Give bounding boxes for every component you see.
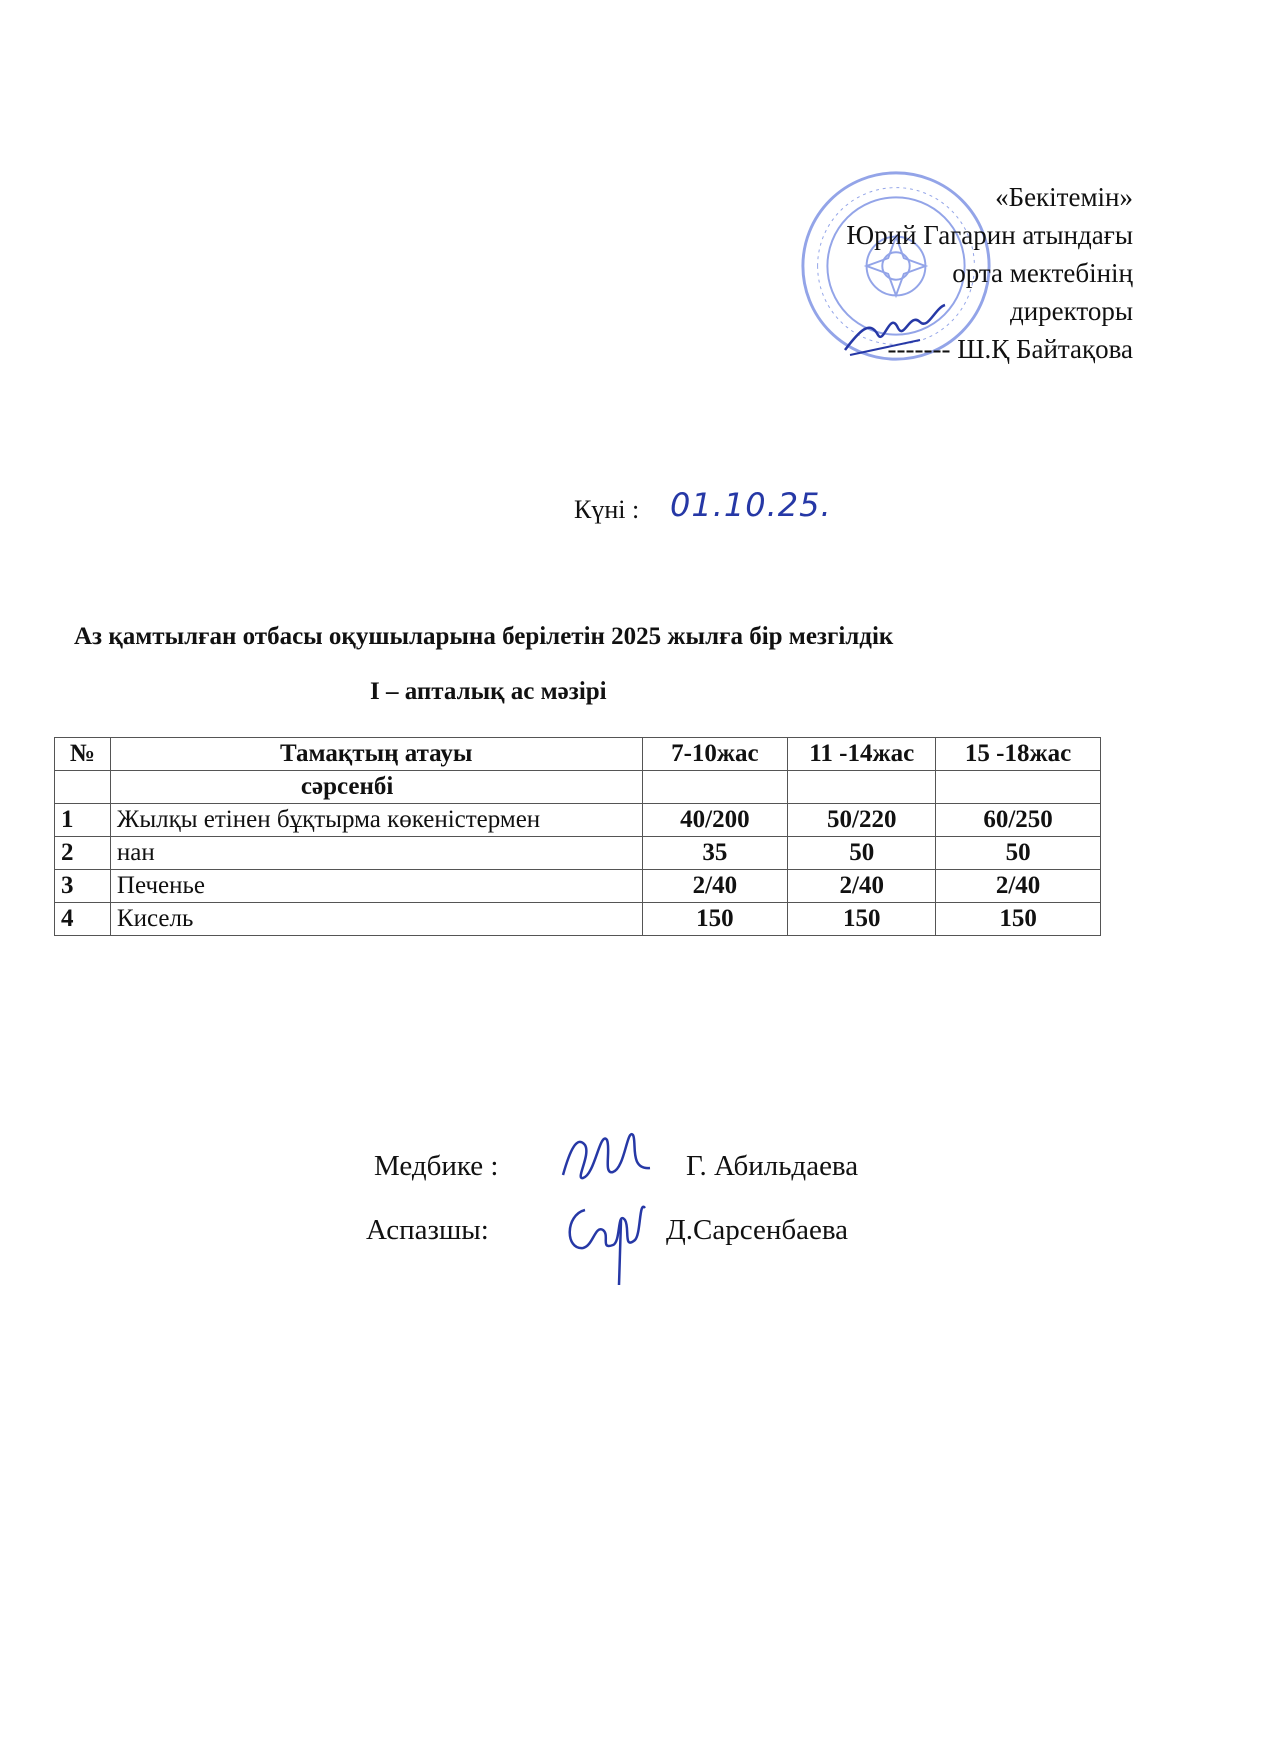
row-number: 1 [55,804,111,837]
row-portion-11-14: 50/220 [788,804,936,837]
row-portion-11-14: 150 [788,903,936,936]
row-dish-name: Печенье [110,870,642,903]
header-age-7-10: 7-10жас [642,738,788,771]
day-empty-cell [788,771,936,804]
row-number: 2 [55,837,111,870]
row-portion-7-10: 150 [642,903,788,936]
cook-name: Д.Сарсенбаева [666,1214,849,1246]
day-empty-cell [55,771,111,804]
header-age-15-18: 15 -18жас [936,738,1101,771]
day-name: сәрсенбі [110,771,642,804]
header-age-11-14: 11 -14жас [788,738,936,771]
approval-line-2: орта мектебінің [952,258,1133,288]
day-empty-cell [936,771,1101,804]
table-header-row [55,738,1101,771]
row-dish-name: нан [110,837,642,870]
row-portion-7-10: 40/200 [642,804,788,837]
row-portion-15-18: 50 [936,837,1101,870]
row-portion-15-18: 2/40 [936,870,1101,903]
director-signature-icon [840,300,950,360]
approval-line-1: Юрий Гагарин атындағы [846,220,1133,250]
menu-table [54,737,1101,936]
day-empty-cell [642,771,788,804]
row-dish-name: Кисель [110,903,642,936]
approval-line-3: директоры [1009,296,1133,326]
row-portion-15-18: 150 [936,903,1101,936]
table-row [55,903,1101,936]
date-value: 01.10.25. [670,486,832,524]
header-number: № [55,738,111,771]
nurse-name: Г. Абильдаева [686,1150,859,1182]
nurse-label: Медбике : [374,1150,499,1182]
table-day-row [55,771,1101,804]
row-portion-11-14: 2/40 [788,870,936,903]
cook-label: Аспазшы: [366,1214,489,1246]
row-number: 3 [55,870,111,903]
approval-heading: «Бекітемін» [995,182,1133,212]
approval-line-4: ------- Ш.Қ Байтақова [887,334,1133,364]
table-row [55,804,1101,837]
nurse-signature-icon [555,1120,655,1190]
row-portion-11-14: 50 [788,837,936,870]
document-subtitle: I – апталық ас мәзірі [370,678,607,705]
table-row [55,870,1101,903]
date-label: Күні : [574,495,640,524]
cook-signature-icon [555,1190,655,1290]
row-portion-15-18: 60/250 [936,804,1101,837]
row-portion-7-10: 2/40 [642,870,788,903]
document-title: Аз қамтылған отбасы оқушыларына берілетін 2025 жылға бір мезгілдік [74,623,894,650]
header-dish-name: Тамақтың атауы [110,738,642,771]
row-number: 4 [55,903,111,936]
row-dish-name: Жылқы етінен бұқтырма көкеністермен [110,804,642,837]
table-row [55,837,1101,870]
row-portion-7-10: 35 [642,837,788,870]
